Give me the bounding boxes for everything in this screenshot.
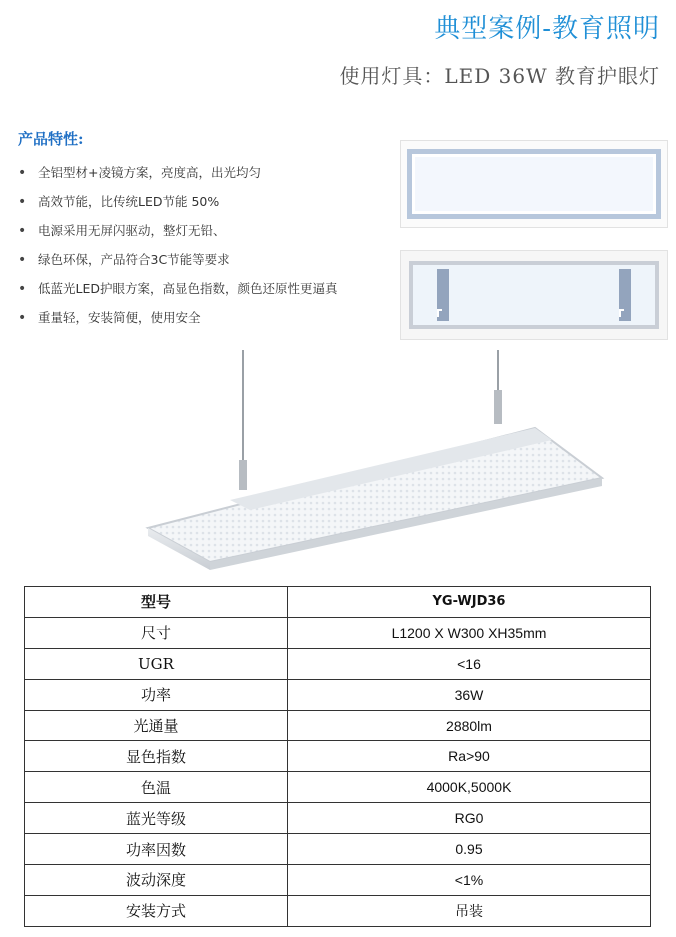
table-row [25,648,651,679]
table-row [25,710,651,741]
table-row [25,772,651,803]
features-heading: 产品特性: [18,130,84,148]
hook-icon [437,309,442,317]
table-cell-value: Ra>90 [288,741,651,772]
mounting-bracket-left [437,269,449,321]
table-cell-label: 显色指数 [25,741,288,772]
table-row [25,679,651,710]
table-cell-label: 型号 [25,587,288,618]
table-cell-label: 光通量 [25,710,288,741]
table-row [25,803,651,834]
table-cell-value: 2880lm [288,710,651,741]
mounting-bracket-right [619,269,631,321]
panel-front-image [400,140,668,228]
table-cell-value: YG-WJD36 [288,587,651,618]
page-subtitle: 使用灯具：LED 36W 教育护眼灯 [339,64,660,88]
table-row [25,834,651,865]
table-cell-value: 吊装 [288,895,651,926]
features-list [18,163,338,337]
table-cell-value: 0.95 [288,834,651,865]
table-cell-label: 尺寸 [25,617,288,648]
table-cell-value: L1200 X W300 XH35mm [288,617,651,648]
spec-table [24,586,651,927]
table-cell-label: 色温 [25,772,288,803]
table-header-row [25,587,651,618]
lamp-fixture-image [140,350,610,570]
feature-item: • 全铝型材+凌镜方案，亮度高，出光均匀 [18,163,338,192]
hook-icon [619,309,624,317]
table-cell-label: UGR [25,648,288,679]
feature-item: • 绿色环保，产品符合3C节能等要求 [18,250,338,279]
feature-item: • 重量轻，安装简便，使用安全 [18,308,338,337]
feature-item: • 低蓝光LED护眼方案，高显色指数，颜色还原性更逼真 [18,279,338,308]
table-cell-value: <1% [288,865,651,896]
panel-back-image [400,250,668,340]
table-cell-label: 安装方式 [25,895,288,926]
table-cell-value: <16 [288,648,651,679]
table-row [25,741,651,772]
panel-front-frame [407,149,661,219]
table-cell-value: 4000K,5000K [288,772,651,803]
feature-item: • 高效节能，比传统LED节能 50% [18,192,338,221]
table-row [25,617,651,648]
feature-item: • 电源采用无屏闪驱动，整灯无铅、 [18,221,338,250]
table-cell-label: 功率 [25,679,288,710]
table-row [25,895,651,926]
table-cell-value: RG0 [288,803,651,834]
table-row [25,865,651,896]
table-cell-value: 36W [288,679,651,710]
page-title: 典型案例-教育照明 [434,14,660,44]
table-cell-label: 功率因数 [25,834,288,865]
table-cell-label: 蓝光等级 [25,803,288,834]
panel-back-frame [409,261,659,329]
table-cell-label: 波动深度 [25,865,288,896]
